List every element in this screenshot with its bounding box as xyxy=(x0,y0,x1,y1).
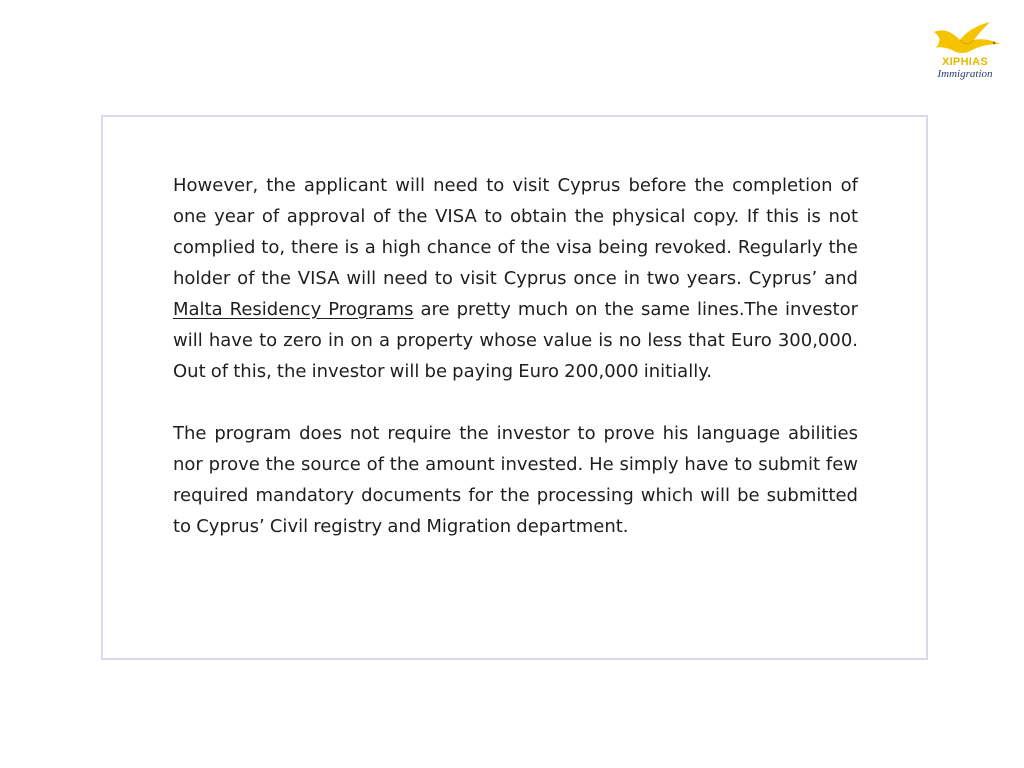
malta-residency-programs-link[interactable]: Malta Residency Programs xyxy=(173,299,414,320)
body-text xyxy=(173,170,858,573)
paragraph-1-before-link: However, the applicant will need to visit Cyprus before the completion of one year of approval of the VISA to obtain the physical copy. If this is not complied to, there is a high chance of the visa being revoked. Regularly the holder of the VISA will need to visit Cyprus once in two years. Cyprus’ and xyxy=(173,175,858,289)
bird-logo-icon xyxy=(930,18,1002,58)
logo-brand-text: XIPHIAS xyxy=(941,56,989,68)
paragraph-1 xyxy=(173,170,858,387)
content-frame xyxy=(101,115,928,660)
paragraph-1-after-link: are pretty much on the same lines.The investor will have to zero in on a property whose value is no less that Euro 300,000. Out of this, the investor will be paying Euro 200,000 initially. xyxy=(173,299,858,382)
company-logo xyxy=(928,18,1002,86)
paragraph-2: The program does not require the investor to prove his language abilities nor prove the source of the amount invested. He simply have to submit few required mandatory documents for the processing which will be submitted to Cyprus’ Civil registry and Migration department. xyxy=(173,423,858,537)
logo-subtitle-text: Immigration xyxy=(937,68,993,80)
